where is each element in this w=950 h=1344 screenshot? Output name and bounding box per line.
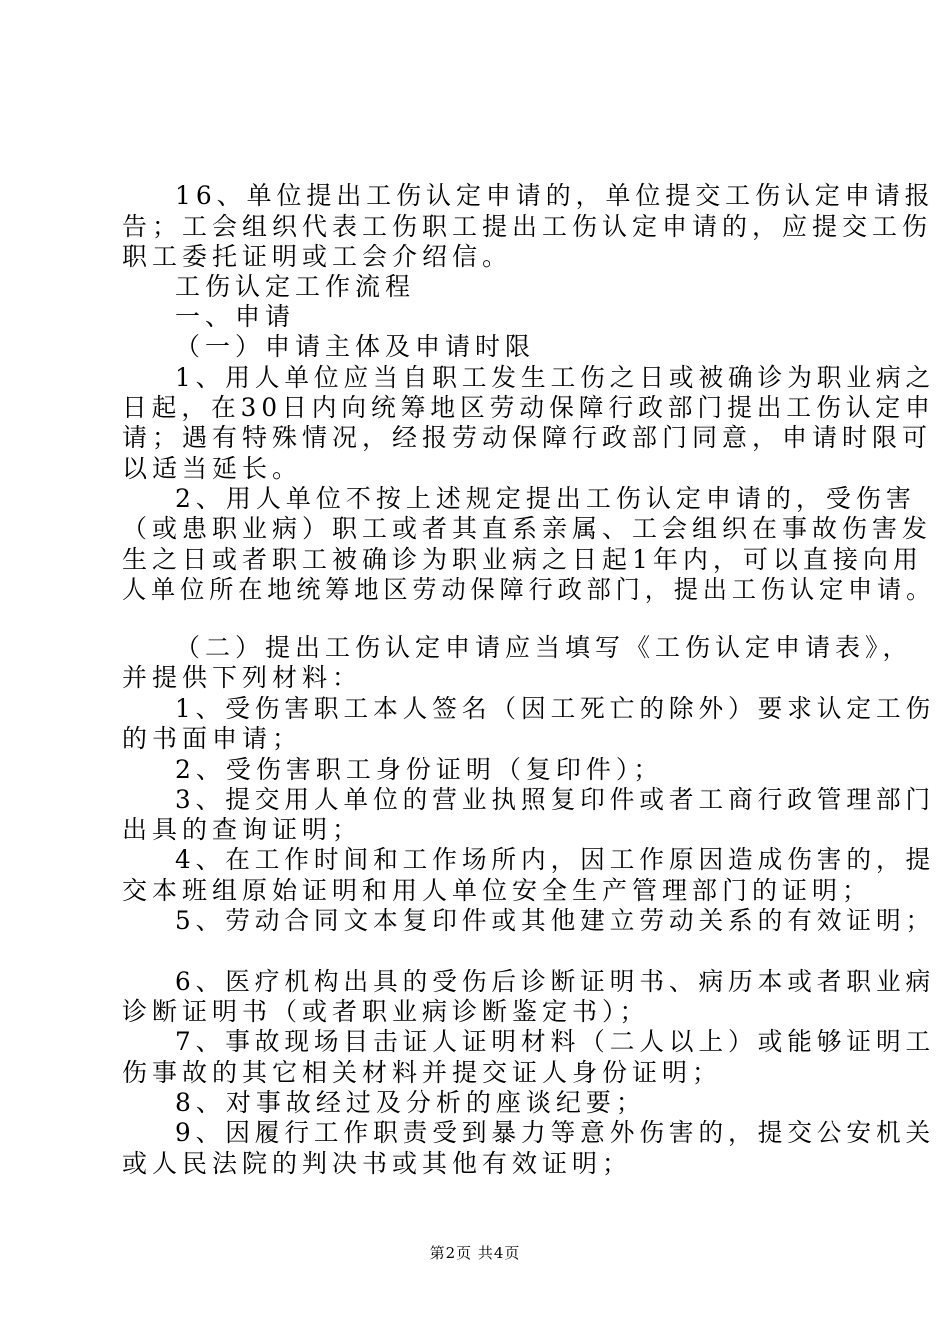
body-line-22: 4、在工作时间和工作场所内，因工作原因造成伤害的，提	[175, 845, 936, 874]
body-line-1: 16、单位提出工伤认定申请的，单位提交工伤认定申请报	[175, 181, 935, 210]
body-line-14: 人单位所在地统筹地区劳动保障行政部门，提出工伤认定申请。	[122, 575, 936, 604]
body-line-11: 2、用人单位不按上述规定提出工伤认定申请的，受伤害	[175, 484, 916, 513]
body-line-18: 的书面申请；	[122, 724, 303, 753]
body-line-20: 3、提交用人单位的营业执照复印件或者工商行政管理部门	[175, 785, 936, 814]
body-line-24: 5、劳动合同文本复印件或其他建立劳动关系的有效证明；	[175, 906, 936, 935]
body-line-8: 日起，在30日内向统筹地区劳动保障行政部门提出工伤认定申	[122, 393, 935, 422]
body-line-13: 生之日或者职工被确诊为职业病之日起1年内，可以直接向用	[122, 545, 923, 574]
body-line-31: 或人民法院的判决书或其他有效证明；	[122, 1149, 633, 1178]
body-line-26: 诊断证明书（或者职业病诊断鉴定书）；	[122, 997, 650, 1026]
subsection-heading: 一、申请	[175, 302, 296, 331]
body-line-25: 6、医疗机构出具的受伤后诊断证明书、病历本或者职业病	[175, 967, 936, 996]
body-line-7: 1、用人单位应当自职工发生工伤之日或被确诊为职业病之	[175, 363, 936, 392]
body-line-28: 伤事故的其它相关材料并提交证人身份证明；	[122, 1058, 723, 1087]
body-line-30: 9、因履行工作职责受到暴力等意外伤害的，提交公安机关	[175, 1118, 936, 1147]
body-line-21: 出具的查询证明；	[122, 815, 363, 844]
body-line-23: 交本班组原始证明和用人单位安全生产管理部门的证明；	[122, 876, 873, 905]
body-line-27: 7、事故现场目击证人证明材料（二人以上）或能够证明工	[175, 1027, 936, 1056]
body-line-15: （二）提出工伤认定申请应当填写《工伤认定申请表》，	[175, 633, 913, 662]
body-line-2: 告；工会组织代表工伤职工提出工伤认定申请的，应提交工伤	[122, 212, 933, 241]
section-heading: 工伤认定工作流程	[175, 272, 416, 301]
body-line-10: 以适当延长。	[122, 454, 303, 483]
body-line-16: 并提供下列材料：	[122, 663, 363, 692]
body-line-12: （或患职业病）职工或者其直系亲属、工会组织在事故伤害发	[122, 514, 933, 543]
subsection-title: （一）申请主体及申请时限	[175, 332, 536, 361]
page-footer: 第2页 共4页	[429, 1244, 521, 1262]
body-line-29: 8、对事故经过及分析的座谈纪要；	[175, 1088, 646, 1117]
body-line-3: 职工委托证明或工会介绍信。	[122, 242, 513, 271]
body-line-19: 2、受伤害职工身份证明（复印件）；	[175, 755, 664, 784]
body-line-9: 请；遇有特殊情况，经报劳动保障行政部门同意，申请时限可	[122, 423, 933, 452]
body-line-17: 1、受伤害职工本人签名（因工死亡的除外）要求认定工伤	[175, 694, 936, 723]
